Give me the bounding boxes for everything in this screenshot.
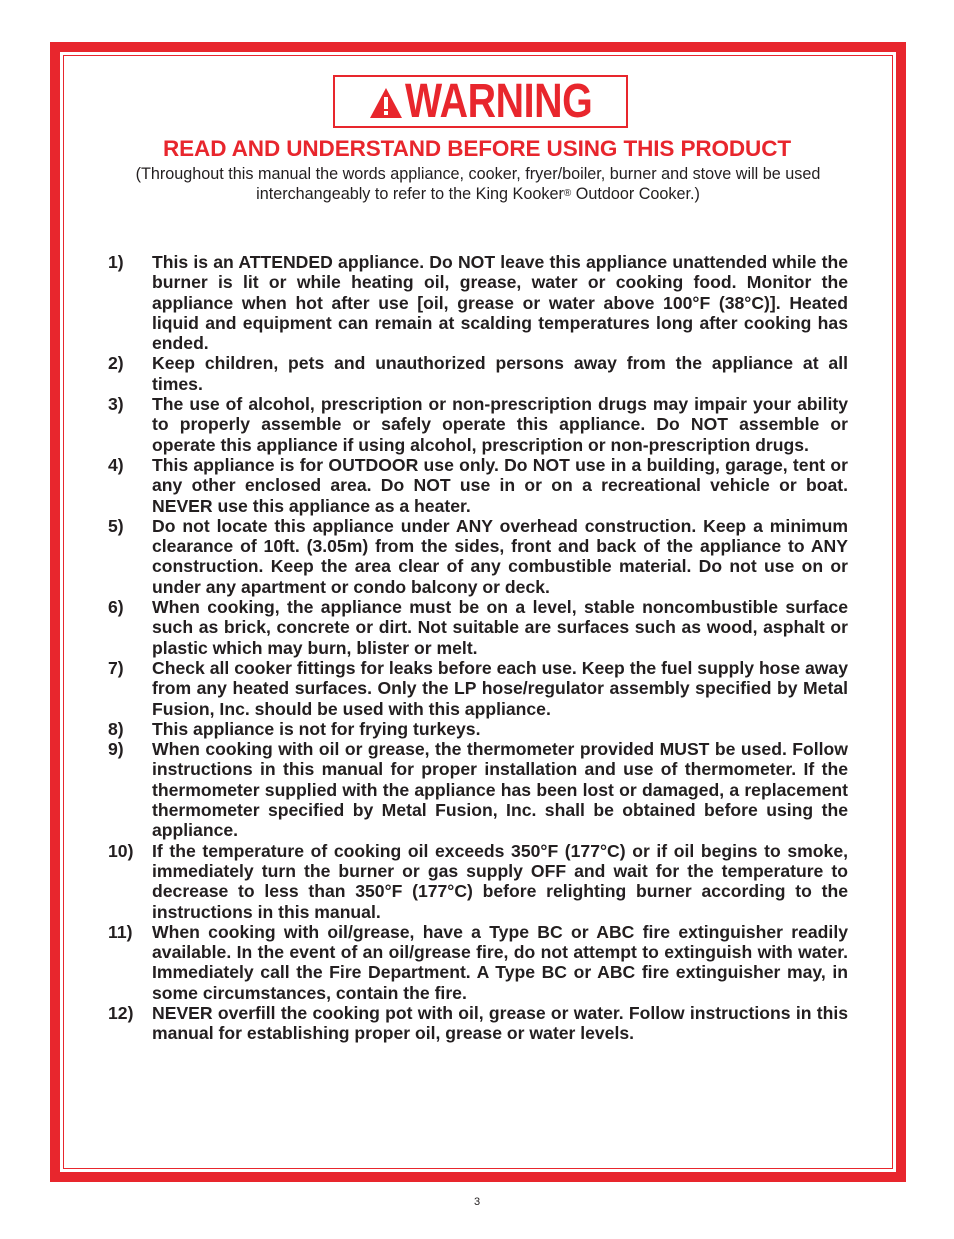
page-number: 3	[473, 1196, 481, 1208]
intro-note	[100, 164, 856, 204]
rule-number: 10)	[108, 840, 134, 861]
rule-text: The use of alcohol, prescription or non-prescription drugs may impair your ability to properly assemble or safely operate this appliance. Do NOT assemble or operate this appliance if using alcohol, prescription or non-prescription drugs.	[152, 394, 848, 455]
rule-number: 4)	[108, 454, 124, 475]
registered-mark: ®	[563, 188, 572, 199]
rule-number: 2)	[108, 353, 124, 374]
rule-number: 8)	[108, 718, 124, 739]
rule-text: This is an ATTENDED appliance. Do NOT leave this appliance unattended while the burner is lit or while heating oil, grease, water or cooking food. Monitor the appliance when hot after use [oil, grease or water above 100°F (38°C)]. Heated liquid and equipment can remain at scalding temperatures long after cooking has ended.	[152, 252, 848, 354]
rule-text: Check all cooker fittings for leaks before each use. Keep the fuel supply hose away from any heated surfaces. Only the LP hose/regulator assembly specified by Metal Fusion, Inc. should be used with this appliance.	[152, 657, 848, 719]
rule-item	[108, 922, 848, 1003]
rule-item	[108, 394, 848, 455]
rule-text: NEVER overfill the cooking pot with oil, grease or water. Follow instructions in this manual for establishing proper oil, grease or water levels.	[152, 1002, 848, 1044]
rule-number: 12)	[108, 1002, 134, 1023]
rule-item	[108, 658, 848, 719]
rule-number: 6)	[108, 597, 124, 618]
rule-number: 5)	[108, 515, 124, 536]
rule-text: If the temperature of cooking oil exceeds 350°F (177°C) or if oil begins to smoke, immediately turn the burner or gas supply OFF and wait for the temperature to decrease to less than 350°F (177°C) before relighting burner according to the instructions in this manual.	[152, 840, 848, 922]
page-headline: READ AND UNDERSTAND BEFORE USING THIS PRODUCT	[162, 136, 792, 161]
rule-item	[108, 252, 848, 353]
rule-number: 11)	[108, 921, 133, 942]
rule-text: Do not locate this appliance under ANY overhead construction. Keep a minimum clearance of 10ft. (3.05m) from the sides, front and back of the appliance to ANY construction. Keep the area clear of any combustible material. Do not use on or under any apartment or condo balcony or deck.	[152, 515, 848, 597]
intro-text: (Throughout this manual the words appliance, cooker, fryer/boiler, burner and stove will be used interchangeably to refer to the King Kooker	[135, 165, 821, 203]
rule-item	[108, 516, 848, 597]
warning-label	[333, 75, 628, 128]
rule-item	[108, 841, 848, 922]
rule-text: This appliance is for OUTDOOR use only. Do NOT use in a building, garage, tent or any other enclosed area. Do NOT use in or on a recreational vehicle or boat. NEVER use this appliance as a heater.	[152, 454, 848, 516]
rule-item	[108, 455, 848, 516]
rule-number: 7)	[108, 657, 124, 678]
intro-text-end: Outdoor Cooker.)	[571, 185, 700, 203]
rule-number: 3)	[108, 394, 124, 415]
rule-item	[108, 719, 848, 739]
safety-rules-list	[108, 252, 848, 1044]
rule-item	[108, 1003, 848, 1044]
warning-triangle-icon	[369, 87, 403, 119]
rule-item	[108, 739, 848, 840]
warning-word: WARNING	[405, 74, 593, 128]
rule-item	[108, 597, 848, 658]
rule-text: Keep children, pets and unauthorized persons away from the appliance at all times.	[152, 353, 848, 394]
rule-text: When cooking with oil or grease, the thermometer provided MUST be used. Follow instructions in this manual for proper installation and use of thermometer. If the thermometer supplied with the appliance has been lost or damaged, a replacement thermometer specified by Metal Fusion, Inc. shall be obtained before using the appliance.	[152, 739, 848, 841]
rule-text: When cooking with oil/grease, have a Type BC or ABC fire extinguisher readily available. In the event of an oil/grease fire, do not attempt to extinguish with water. Immediately call the Fire Department. A Type BC or ABC fire extinguisher may, in some circumstances, contain the fire.	[152, 921, 848, 1003]
rule-number: 9)	[108, 739, 124, 760]
rule-item	[108, 353, 848, 394]
rule-text: This appliance is not for frying turkeys.	[152, 718, 481, 739]
rule-number: 1)	[108, 252, 124, 272]
rule-text: When cooking, the appliance must be on a level, stable noncombustible surface such as brick, concrete or dirt. Not suitable are surfaces such as wood, asphalt or plastic which may burn, blister or melt.	[152, 597, 848, 658]
